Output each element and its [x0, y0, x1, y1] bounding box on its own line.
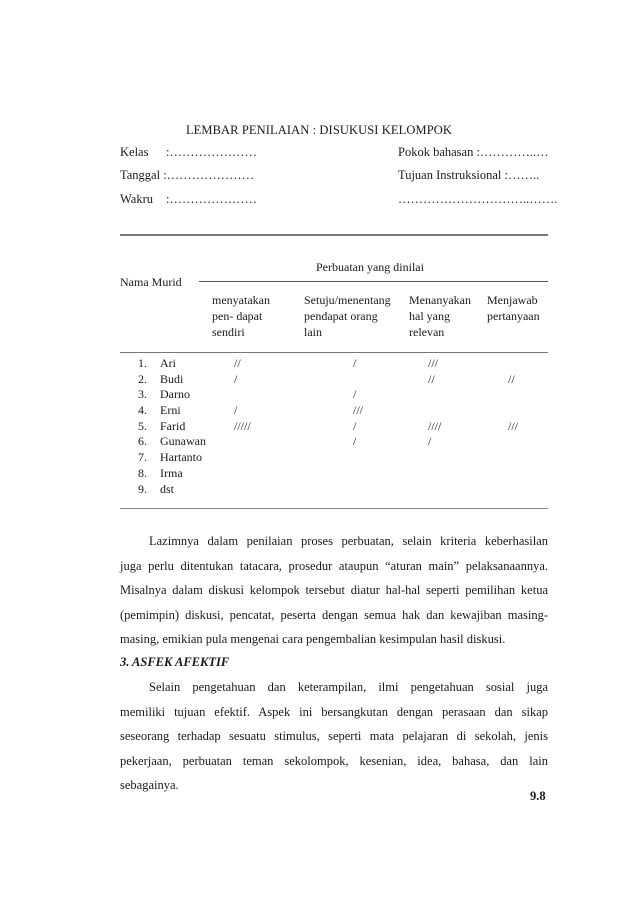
table-row: 1. Ari // / /// — [138, 356, 439, 370]
column-header-setuju: Setuju/menentang pendapat orang lain — [304, 293, 391, 339]
section-heading: 3. ASFEK AFEKTIF — [120, 655, 230, 669]
page-number: 9.8 — [530, 789, 546, 803]
group-header-rule — [199, 281, 548, 282]
table-group-header: Perbuatan yang dinilai — [316, 260, 424, 274]
table-row: 8. Irma — [138, 465, 183, 480]
table-name-header: Nama Murid — [120, 275, 182, 289]
paragraph-penilaian: Lazimnya dalam penilaian proses perbuatan, selain kriteria keberhasilan juga perlu ditentukan tatacara, prosedur ataupun “aturan main” pelaksanaannya. Misalnya dalam diskusi kelompok tersebut diatur hal-hal seperti pemilihan ketua (pemimpin) diskusi, pencatat, peserta dengan semua hak dan kewajiban masing- masing, emikian pula mengenai cara pengembalian kesimpulan hasil diskusi. — [120, 534, 548, 647]
table-row: 4. Erni / /// — [138, 403, 364, 418]
table-header-rule — [120, 352, 548, 353]
tanggal-field: Tanggal :………………… — [120, 168, 255, 182]
table-row: 3. Darno / — [138, 387, 357, 402]
kelas-value: :………………… — [166, 145, 257, 159]
table-row: 6. Gunawan / / — [138, 434, 432, 449]
tujuan-instruksional-field: Tujuan Instruksional :…….. — [398, 168, 540, 182]
table-bottom-rule — [120, 508, 548, 509]
pokok-bahasan-field: Pokok bahasan :…………..… — [398, 145, 549, 159]
page-title: LEMBAR PENILAIAN : DISUKUSI KELOMPOK — [185, 123, 453, 137]
table-row: 2. Budi / // // — [138, 371, 515, 386]
table-top-rule — [120, 234, 548, 236]
column-header-menjawab: Menjawab pertanyaan — [487, 293, 540, 323]
column-header-menyatakan: menyatakan pen- dapat sendiri — [212, 293, 270, 339]
wakru-value: :………………… — [166, 192, 257, 206]
table-body — [0, 356, 638, 497]
paragraph-afektif: Selain pengetahuan dan keterampilan, ilmi pengetahuan sosial juga memiliki tujuan efektif. Aspek ini bersangkutan dengan perasaan dan sikap seseorang terhadap sesuatu stimulus, seperti mata pelajaran di sekolah, jenis pekerjaan, perbuatan teman sekolompok, kesenian, idea, bahasa, dan lain sebagainya. — [120, 680, 548, 793]
table-row: 9. dst — [138, 481, 175, 496]
table-row: 7. Hartanto — [138, 450, 202, 465]
dotted-line-field: …………………………..……. — [398, 192, 558, 206]
column-header-menanyakan: Menanyakan hal yang relevan — [409, 293, 471, 339]
kelas-label: Kelas — [120, 145, 149, 159]
wakru-label: Wakru — [120, 192, 154, 206]
table-row: 5. Farid ///// / //// /// — [138, 418, 519, 433]
